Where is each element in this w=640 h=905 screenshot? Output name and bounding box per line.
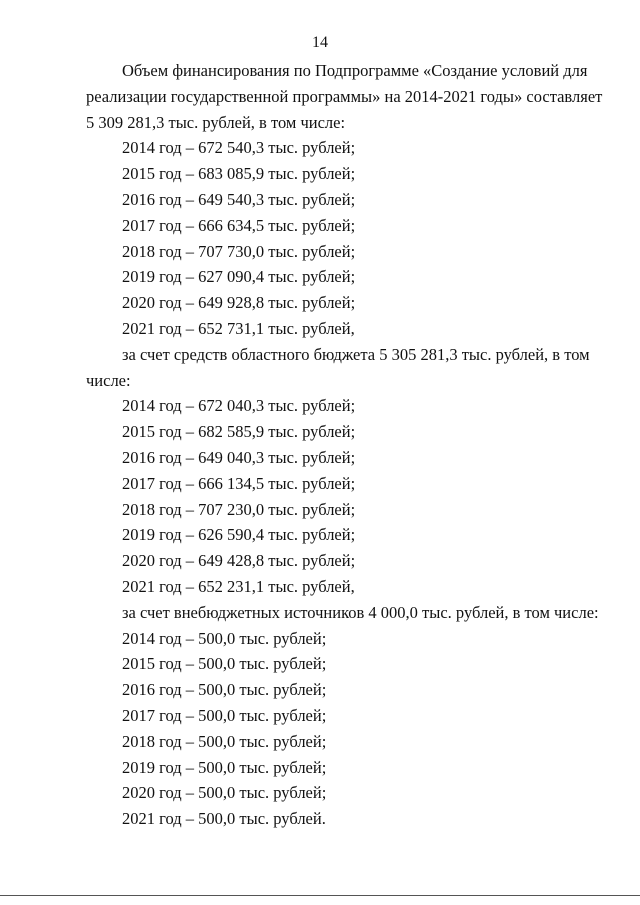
regional-budget-line-2: числе: [86,370,131,390]
regional-year-item: 2017 год – 666 134,5 тыс. рублей; [122,473,356,493]
total-funding-line-3: 5 309 281,3 тыс. рублей, в том числе: [86,112,346,132]
regional-year-item: 2014 год – 672 040,3 тыс. рублей; [122,396,356,416]
total-year-item: 2016 год – 649 540,3 тыс. рублей; [122,189,356,209]
total-year-item: 2015 год – 683 085,9 тыс. рублей; [122,164,356,184]
extrabudget-year-item: 2016 год – 500,0 тыс. рублей; [122,680,327,700]
regional-year-item: 2021 год – 652 231,1 тыс. рублей, [122,576,355,596]
regional-year-item: 2020 год – 649 428,8 тыс. рублей; [122,551,356,571]
total-year-item: 2017 год – 666 634,5 тыс. рублей; [122,215,356,235]
extrabudget-year-item: 2021 год – 500,0 тыс. рублей. [122,809,326,829]
regional-year-item: 2015 год – 682 585,9 тыс. рублей; [122,422,356,442]
extrabudget-year-item: 2018 год – 500,0 тыс. рублей; [122,731,327,751]
total-year-item: 2019 год – 627 090,4 тыс. рублей; [122,267,356,287]
extrabudget-year-item: 2015 год – 500,0 тыс. рублей; [122,654,327,674]
scan-bottom-rule [0,895,640,896]
extrabudget-by-year-list [86,626,572,832]
total-year-item: 2014 год – 672 540,3 тыс. рублей; [122,138,356,158]
total-funding-line-2: реализации государственной программы» на 2014-2021 годы» составляет [86,86,603,106]
regional-by-year-list [86,393,572,599]
extrabudget-line-1: за счет внебюджетных источников 4 000,0 тыс. рублей, в том числе: [122,602,599,622]
regional-year-item: 2019 год – 626 590,4 тыс. рублей; [122,525,356,545]
extrabudget-year-item: 2020 год – 500,0 тыс. рублей; [122,783,327,803]
total-year-item: 2018 год – 707 730,0 тыс. рублей; [122,241,356,261]
extrabudget-year-item: 2019 год – 500,0 тыс. рублей; [122,757,327,777]
total-year-item: 2020 год – 649 928,8 тыс. рублей; [122,293,356,313]
total-funding-line-1: Объем финансирования по Подпрограмме «Создание условий для [122,61,588,80]
document-body [86,58,603,832]
regional-year-item: 2016 год – 649 040,3 тыс. рублей; [122,447,356,467]
regional-budget-paragraph [86,342,590,394]
regional-budget-line-1: за счет средств областного бюджета 5 305 281,3 тыс. рублей, в том [122,344,590,364]
extrabudget-paragraph [86,600,599,626]
regional-year-item: 2018 год – 707 230,0 тыс. рублей; [122,499,356,519]
extrabudget-year-item: 2014 год – 500,0 тыс. рублей; [122,628,327,648]
page-number: 14 [312,34,328,51]
total-funding-paragraph [86,58,603,135]
total-year-item: 2021 год – 652 731,1 тыс. рублей, [122,318,355,338]
total-by-year-list [86,135,572,341]
extrabudget-year-item: 2017 год – 500,0 тыс. рублей; [122,705,327,725]
